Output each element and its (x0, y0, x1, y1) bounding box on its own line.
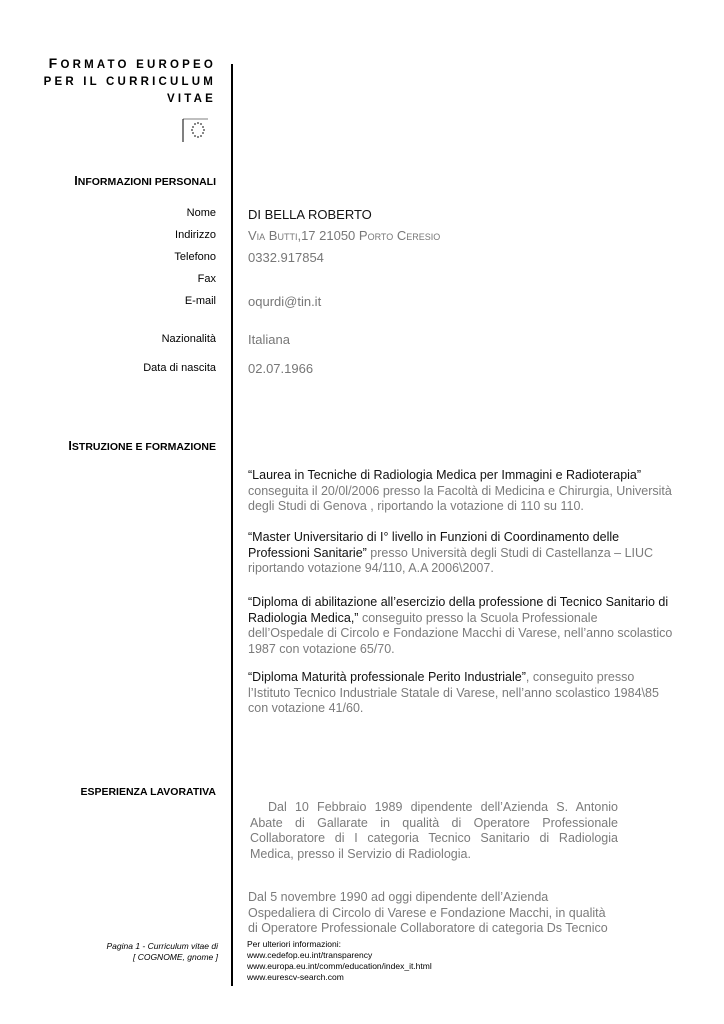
education-title: “Diploma Maturità professionale Perito Industriale” (248, 670, 526, 684)
label-birthdate: Data di nascita (143, 362, 216, 374)
footer-link[interactable]: www.europa.eu.int/comm/education/index_it.html (247, 961, 432, 971)
value-phone: 0332.917854 (248, 250, 324, 265)
value-birthdate: 02.07.1966 (248, 361, 314, 376)
education-detail: conseguito presso la Scuola Professionale dell’Ospedale di Circolo e Fondazione Macchi di Varese, nell’anno scolastico 1987 con votazione 65/70. (248, 610, 673, 656)
value-email[interactable]: oqurdi@tin.it (248, 294, 322, 309)
footer-link[interactable]: www.cedefop.eu.int/transparency (247, 950, 373, 960)
label-phone: Telefono (174, 251, 216, 263)
label-nationality: Nazionalità (161, 333, 216, 345)
section-experience: ESPERIENZA LAVORATIVA (80, 786, 216, 798)
label-fax: Fax (197, 273, 216, 285)
education-title: “Laurea in Tecniche di Radiologia Medica per Immagini e Radioterapia” (248, 468, 642, 482)
footer-links (247, 939, 432, 983)
section-personal-info: INFORMAZIONI PERSONALI (74, 174, 216, 188)
education-item (248, 530, 676, 577)
value-nationality: Italiana (248, 332, 290, 347)
document-title (44, 55, 216, 108)
label-name: Nome (186, 207, 216, 219)
education-item (248, 670, 676, 717)
title-line-3: VITAE (166, 93, 216, 105)
footer-link[interactable]: www.eurescv-search.com (247, 972, 344, 982)
value-name: DI BELLA ROBERTO (248, 207, 372, 222)
footer-page-info: Pagina 1 - Curriculum vitae di [ COGNOME, gnome ] (106, 941, 218, 962)
footer-info-label: Per ulteriori informazioni: (247, 939, 342, 949)
value-address: Via Butti,17 21050 Porto Ceresio (248, 228, 441, 243)
label-email: E-mail (184, 295, 216, 307)
education-title: “Master Universitario di I° livello in Funzioni di Coordinamento delle Professioni Sanitarie” (248, 530, 620, 560)
eu-flag-icon (182, 118, 208, 142)
title-line-1: FORMATO EUROPEO (48, 55, 216, 71)
section-education: ISTRUZIONE E FORMAZIONE (68, 439, 216, 453)
education-item (248, 595, 676, 657)
label-address: Indirizzo (175, 229, 216, 241)
education-item (248, 468, 676, 515)
education-detail: , conseguito presso l’Istituto Tecnico Industriale Statale di Varese, nell’anno scolastico 1984\85 con votazione 41/60. (248, 670, 659, 715)
education-title: “Diploma di abilitazione all’esercizio della professione di Tecnico Sanitario di Radiologia Medica,” (248, 595, 669, 625)
education-detail: conseguita il 20/0l/2006 presso la Facoltà di Medicina e Chirurgia, Università degli Studi di Genova , riportando la votazione di 110 su 110. (248, 483, 672, 513)
experience-item: Dal 10 Febbraio 1989 dipendente dell’Azienda S. Antonio Abate di Gallarate in qualità di Operatore Professionale Collaboratore di I categoria Tecnico Sanitario di Radiologia Medica, presso il Servizio di Radiologia. (250, 800, 618, 861)
vertical-divider (231, 64, 233, 986)
title-line-2: PER IL CURRICULUM (43, 76, 216, 88)
experience-item: Dal 5 novembre 1990 ad oggi dipendente dell’Azienda Ospedaliera di Circolo di Varese e Fondazione Macchi, in qualità di Operatore Professionale Collaboratore di categoria Ds Tecnico (248, 890, 608, 935)
education-detail: presso Università degli Studi di Castellanza – LIUC riportando votazione 94/110, A.A 2006\2007. (248, 545, 654, 575)
